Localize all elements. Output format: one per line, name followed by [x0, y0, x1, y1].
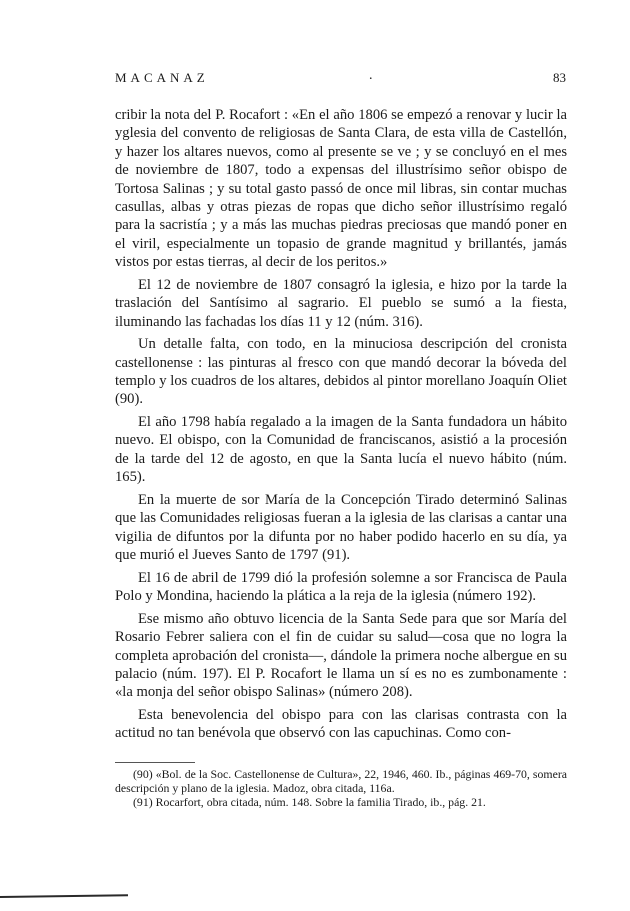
page-edge-line	[0, 894, 128, 898]
body-text	[115, 106, 567, 747]
running-header	[115, 70, 566, 90]
footnote: (91) Rocarfort, obra citada, núm. 148. Sobre la familia Tirado, ib., pág. 21.	[133, 795, 486, 809]
paragraph: Esta benevolencia del obispo para con las clarisas contrasta con la actitud no tan benévola que observó con las capuchinas. Como con-	[115, 706, 567, 742]
paragraph: El año 1798 había regalado a la imagen de la Santa fundadora un hábito nuevo. El obispo, con la Comunidad de franciscanos, asistió a la procesión de la tarde del 12 de agosto, en que la Santa lucía el nuevo hábito (núm. 165).	[115, 414, 567, 486]
running-title: MACANAZ	[115, 70, 209, 85]
paragraph: Ese mismo año obtuvo licencia de la Santa Sede para que sor María del Rosario Febrer saliera con el fin de cuidar su salud—cosa que no logra la completa aprobación del cronista—, dándole la primera noche albergue en su palacio (núm. 197). El P. Rocafort le llama un sí es no es zumbonamente : «la monja del señor obispo Salinas» (número 208).	[115, 610, 567, 701]
paragraph: El 12 de noviembre de 1807 consagró la iglesia, e hizo por la tarde la traslación del Santísimo al sagrario. El pueblo se sumó a la fiesta, iluminando las fachadas los días 11 y 12 (núm. 316).	[115, 276, 567, 330]
header-mark: .	[369, 68, 373, 83]
paragraph: En la muerte de sor María de la Concepción Tirado determinó Salinas que las Comunidades religiosas fueran a la iglesia de las clarisas a cantar una vigilia de difuntos por la difunta por no haber podido hacerlo en su día, ya que murió el Jueves Santo de 1797 (91).	[115, 491, 567, 564]
paragraph: Un detalle falta, con todo, en la minuciosa descripción del cronista castellonense : las pinturas al fresco con que mandó decorar la bóveda del templo y los cuadros de los altares, debidos al pintor morellano Joaquín Oliet (90).	[115, 336, 567, 408]
page-number: 83	[553, 70, 566, 85]
paragraph: El 16 de abril de 1799 dió la profesión solemne a sor Francisca de Paula Polo y Mondina, haciendo la plática a la reja de la iglesia (número 192).	[115, 569, 567, 605]
footnote: (90) «Bol. de la Soc. Castellonense de Cultura», 22, 1946, 460. Ib., páginas 469-70, somera descripción y plano de la iglesia. Madoz, obra citada, 116a.	[115, 767, 567, 795]
footnote-rule	[115, 762, 195, 763]
footnotes	[115, 767, 567, 809]
paragraph: cribir la nota del P. Rocafort : «En el año 1806 se empezó a renovar y lucir la yglesia del convento de religiosas de Santa Clara, de esta villa de Castellón, y hazer los altares nuevos, como al presente se ve ; y se concluyó en el mes de noviembre de 1807, todo a expensas del illustrísimo señor obispo de Tortosa Salinas ; y su total gasto passó de once mil libras, sin contar muchas casullas, albas y otras piezas de ropas que dicho señor illustrísimo regaló para la sacristía ; y a más las muchas piedras preciosas que mandó poner en el viril, especialmente un topasio de grande magnitud y brillantés, jamás vistos por estas tierras, al decir de los peritos.»	[115, 107, 567, 271]
